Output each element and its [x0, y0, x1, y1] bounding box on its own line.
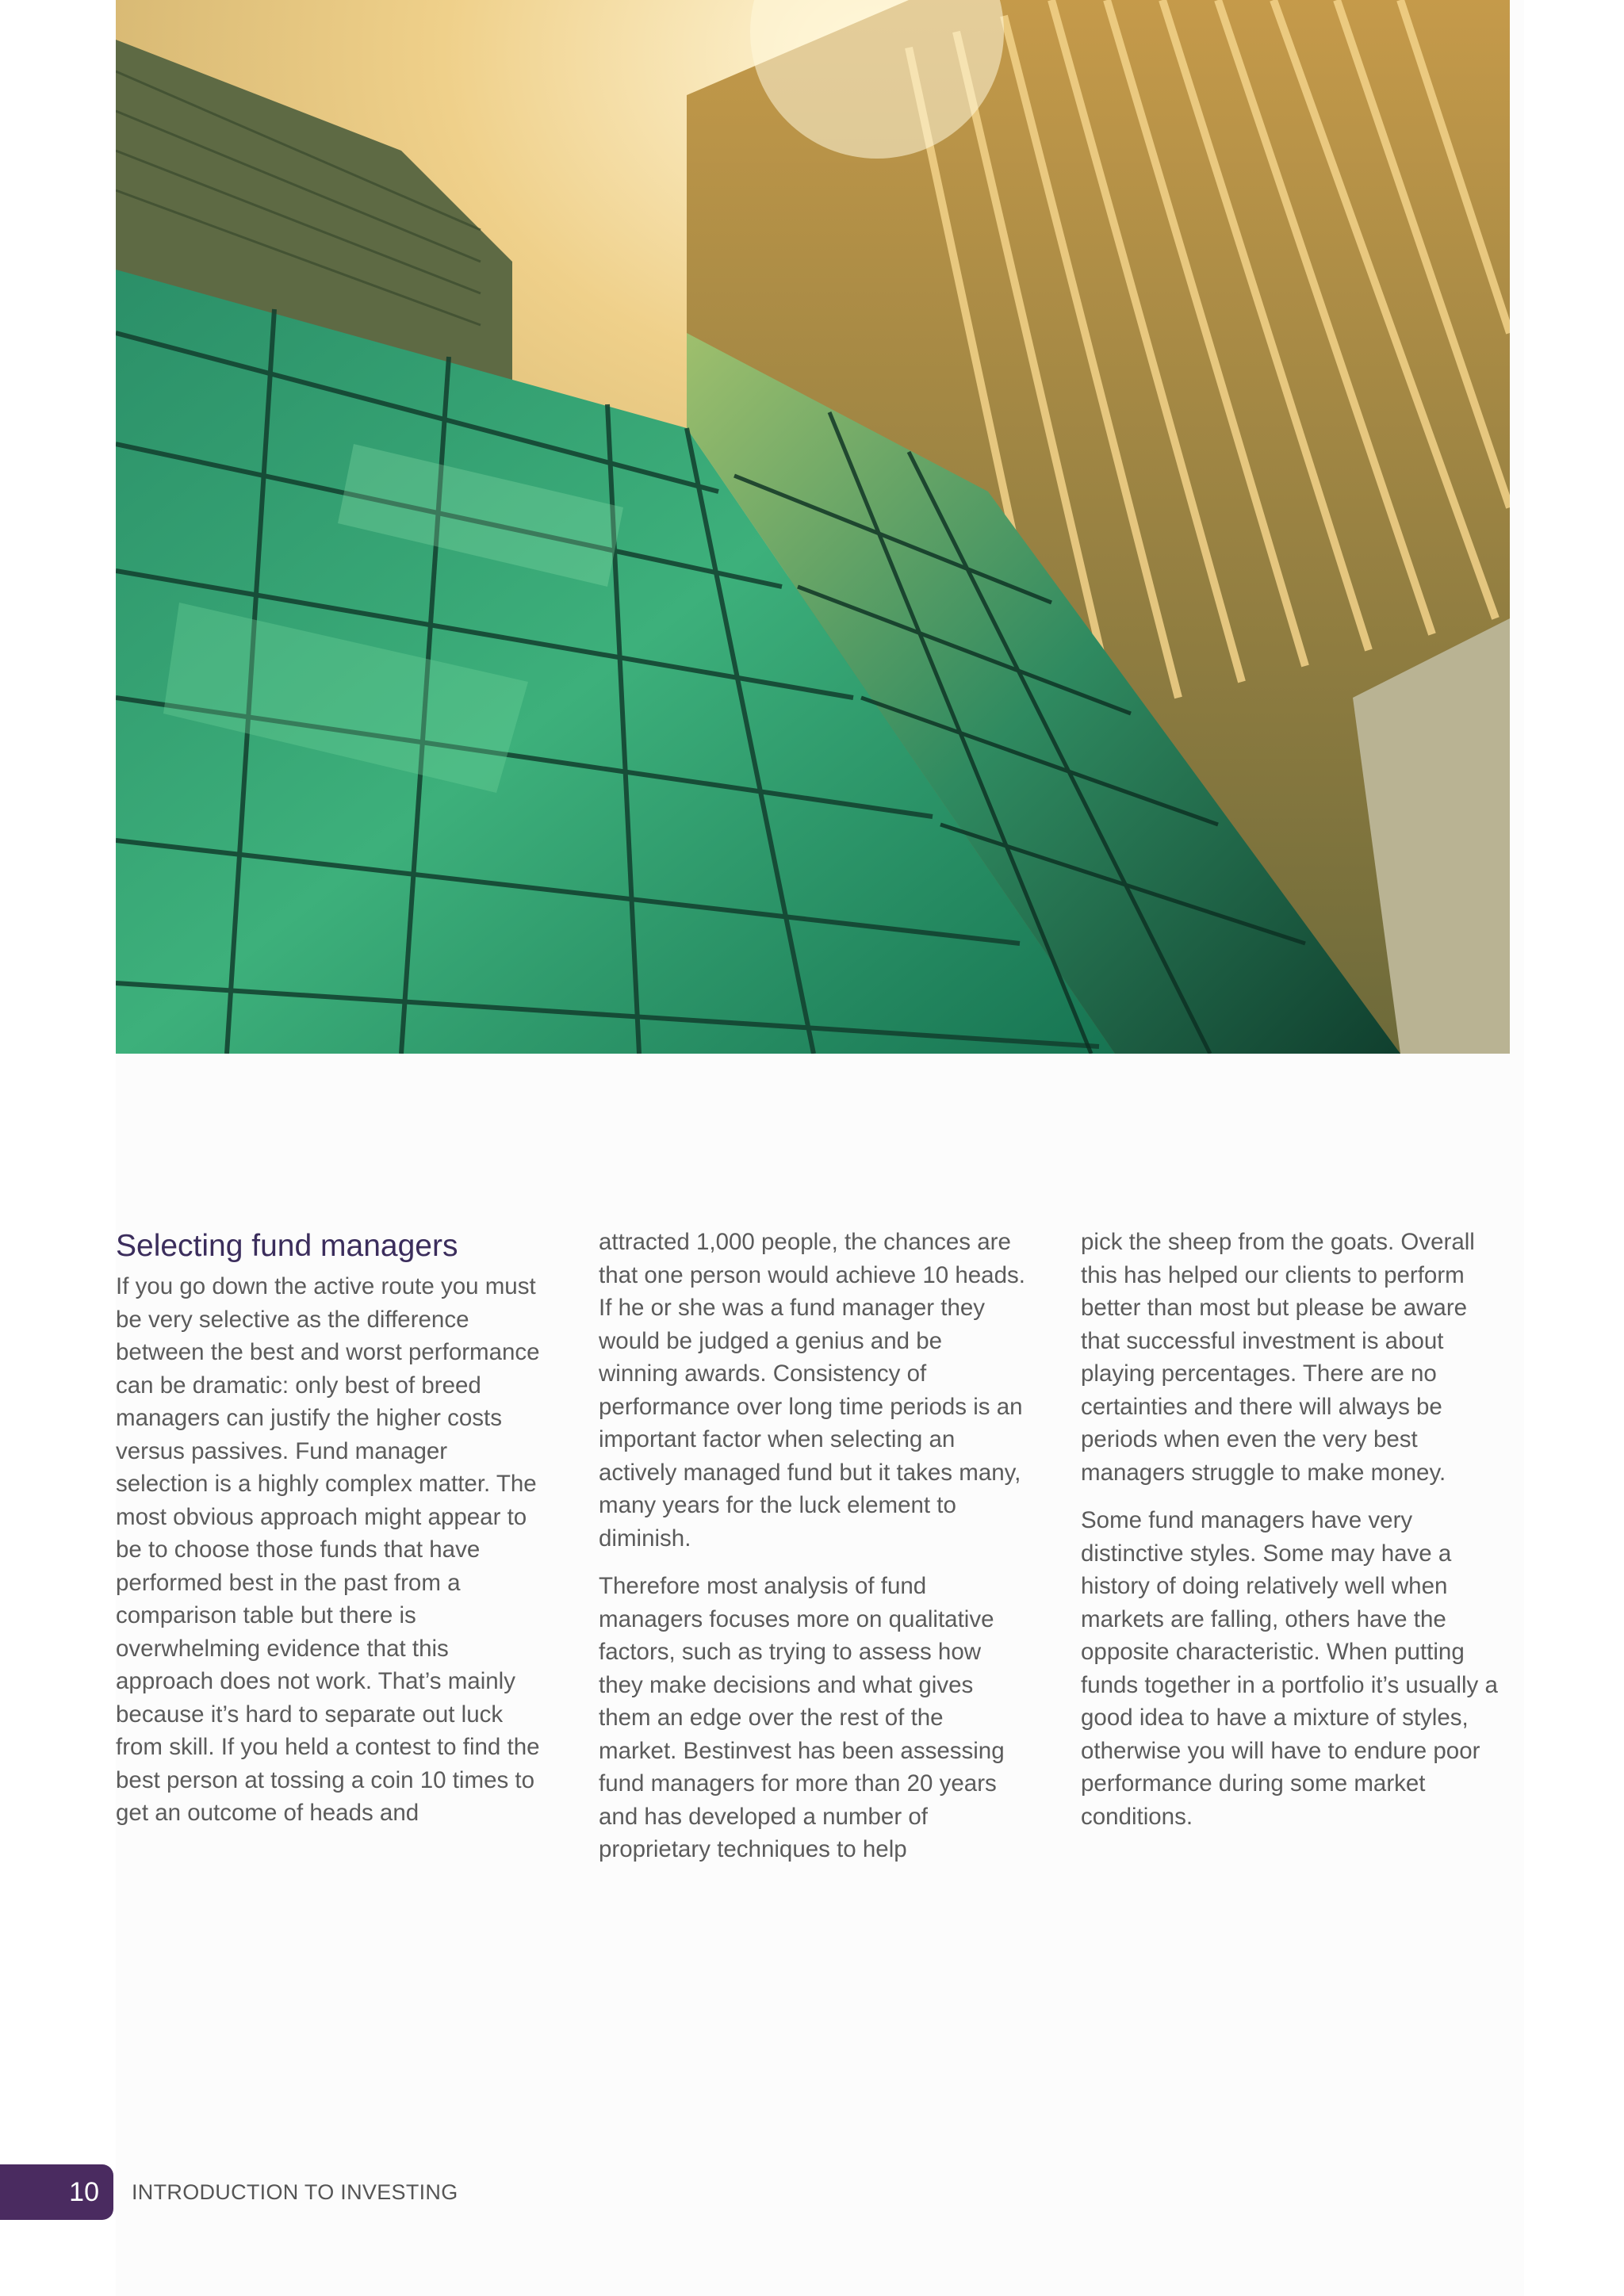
paragraph: If you go down the active route you must be very selective as the difference between the best and worst performance can be dramatic: only best of breed managers can justify the higher costs versus passives. Fund manager selection is a highly complex matter. The most obvious approach might appear to be to choose those funds that have performed best in the past from a comparison table but there is overwhelming evidence that this approach does not work. That’s mainly because it’s hard to separate out luck from skill. If you held a contest to find the best person at tossing a coin 10 times to get an outcome of heads and — [116, 1273, 540, 1826]
paragraph: Some fund managers have very distinctive styles. Some may have a history of doing relatively well when markets are falling, others have the opposite characteristic. When putting funds together in a portfolio it’s usually a good idea to have a mixture of styles, otherwise you will have to endure poor performance during some market conditions. — [1081, 1507, 1498, 1830]
hero-photo — [116, 0, 1510, 1054]
paragraph: attracted 1,000 people, the chances are that one person would achieve 10 heads. If he or she was a fund manager they would be judged a genius and be winning awards. Consistency of performance over long time periods is an important factor when selecting an actively managed fund but it takes many, many years for the luck element to diminish. — [599, 1229, 1025, 1552]
footer-section-title: INTRODUCTION TO INVESTING — [132, 2180, 458, 2204]
article-column-2 — [599, 1226, 1027, 1881]
paragraph: Therefore most analysis of fund managers focuses more on qualitative factors, such as trying to assess how they make decisions and what gives them an edge over the rest of the market. Bestinvest has been assessing fund managers for more than 20 years and has developed a number of proprietary techniques to help — [599, 1573, 1005, 1862]
paragraph: pick the sheep from the goats. Overall this has helped our clients to perform better than most but please be aware that successful investment is about playing percentages. There are no certainties and there will always be periods when even the very best managers struggle to make money. — [1081, 1229, 1475, 1486]
article-column-3 — [1081, 1226, 1509, 1848]
page-number: 10 — [69, 2177, 99, 2207]
article-column-1 — [116, 1227, 544, 1845]
section-heading: Selecting fund managers — [116, 1229, 458, 1263]
page-number-tab — [0, 2164, 113, 2220]
glass-skyscraper-photo — [116, 0, 1510, 1054]
